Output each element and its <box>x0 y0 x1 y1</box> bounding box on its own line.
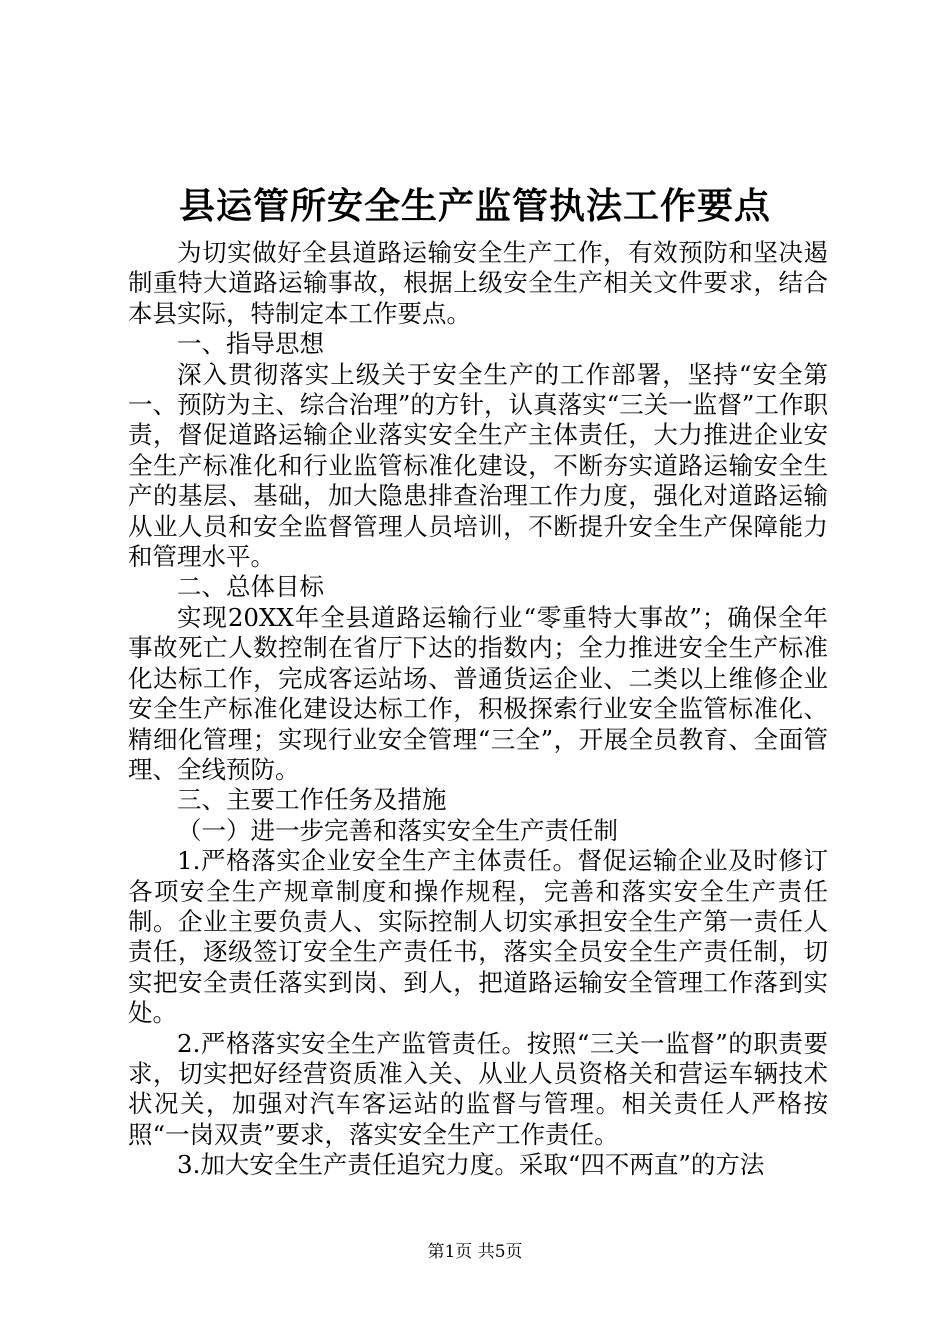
section-paragraph-guiding-ideology: 深入贯彻落实上级关于安全生产的工作部署，坚持“安全第一、预防为主、综合治理”的方针，认真落实“三关一监督”工作职责，督促道路运输企业落实安全生产主体责任，大力推进企业安全生产标准化和行业监管标准化建设，不断夯实道路运输安全生产的基层、基础，加大隐患排查治理工作力度，强化对道路运输从业人员和安全监督管理人员培训，不断提升安全生产保障能力和管理水平。 <box>128 359 828 572</box>
section-heading-overall-goals: 二、总体目标 <box>177 572 324 602</box>
list-item-3: 3.加大安全生产责任追究力度。采取“四不两直”的方法 <box>177 1150 765 1180</box>
section-paragraph-overall-goals: 实现20XX年全县道路运输行业“零重特大事故”；确保全年事故死亡人数控制在省厅下达的指数内；全力推进安全生产标准化达标工作，完成客运站场、普通货运企业、二类以上维修企业安全生产标准化建设达标工作，积极探索行业安全监管标准化、精细化管理；实现行业安全管理“三全”，开展全员教育、全面管理、全线预防。 <box>128 602 828 784</box>
document-title: 县运管所安全生产监管执法工作要点 <box>178 185 771 227</box>
section-heading-guiding-ideology: 一、指导思想 <box>177 329 324 359</box>
document-body <box>128 238 828 1181</box>
section-heading-main-tasks: 三、主要工作任务及措施 <box>177 785 447 815</box>
page-footer: 第1页 共5页 <box>427 1242 523 1262</box>
intro-paragraph: 为切实做好全县道路运输安全生产工作，有效预防和坚决遏制重特大道路运输事故，根据上级安全生产相关文件要求，结合本县实际，特制定本工作要点。 <box>128 238 828 328</box>
subsection-heading-responsibility-system: （一）进一步完善和落实安全生产责任制 <box>177 815 618 845</box>
list-item-1: 1.严格落实企业安全生产主体责任。督促运输企业及时修订各项安全生产规章制度和操作规程，完善和落实安全生产责任制。企业主要负责人、实际控制人切实承担安全生产第一责任人责任，逐级签订安全生产责任书，落实全员安全生产责任制，切实把安全责任落实到岗、到人，把道路运输安全管理工作落到实处。 <box>128 846 828 1028</box>
list-item-2: 2.严格落实安全生产监管责任。按照“三关一监督”的职责要求，切实把好经营资质准入关、从业人员资格关和营运车辆技术状况关，加强对汽车客运站的监督与管理。相关责任人严格按照“一岗双责”要求，落实安全生产工作责任。 <box>128 1028 828 1149</box>
